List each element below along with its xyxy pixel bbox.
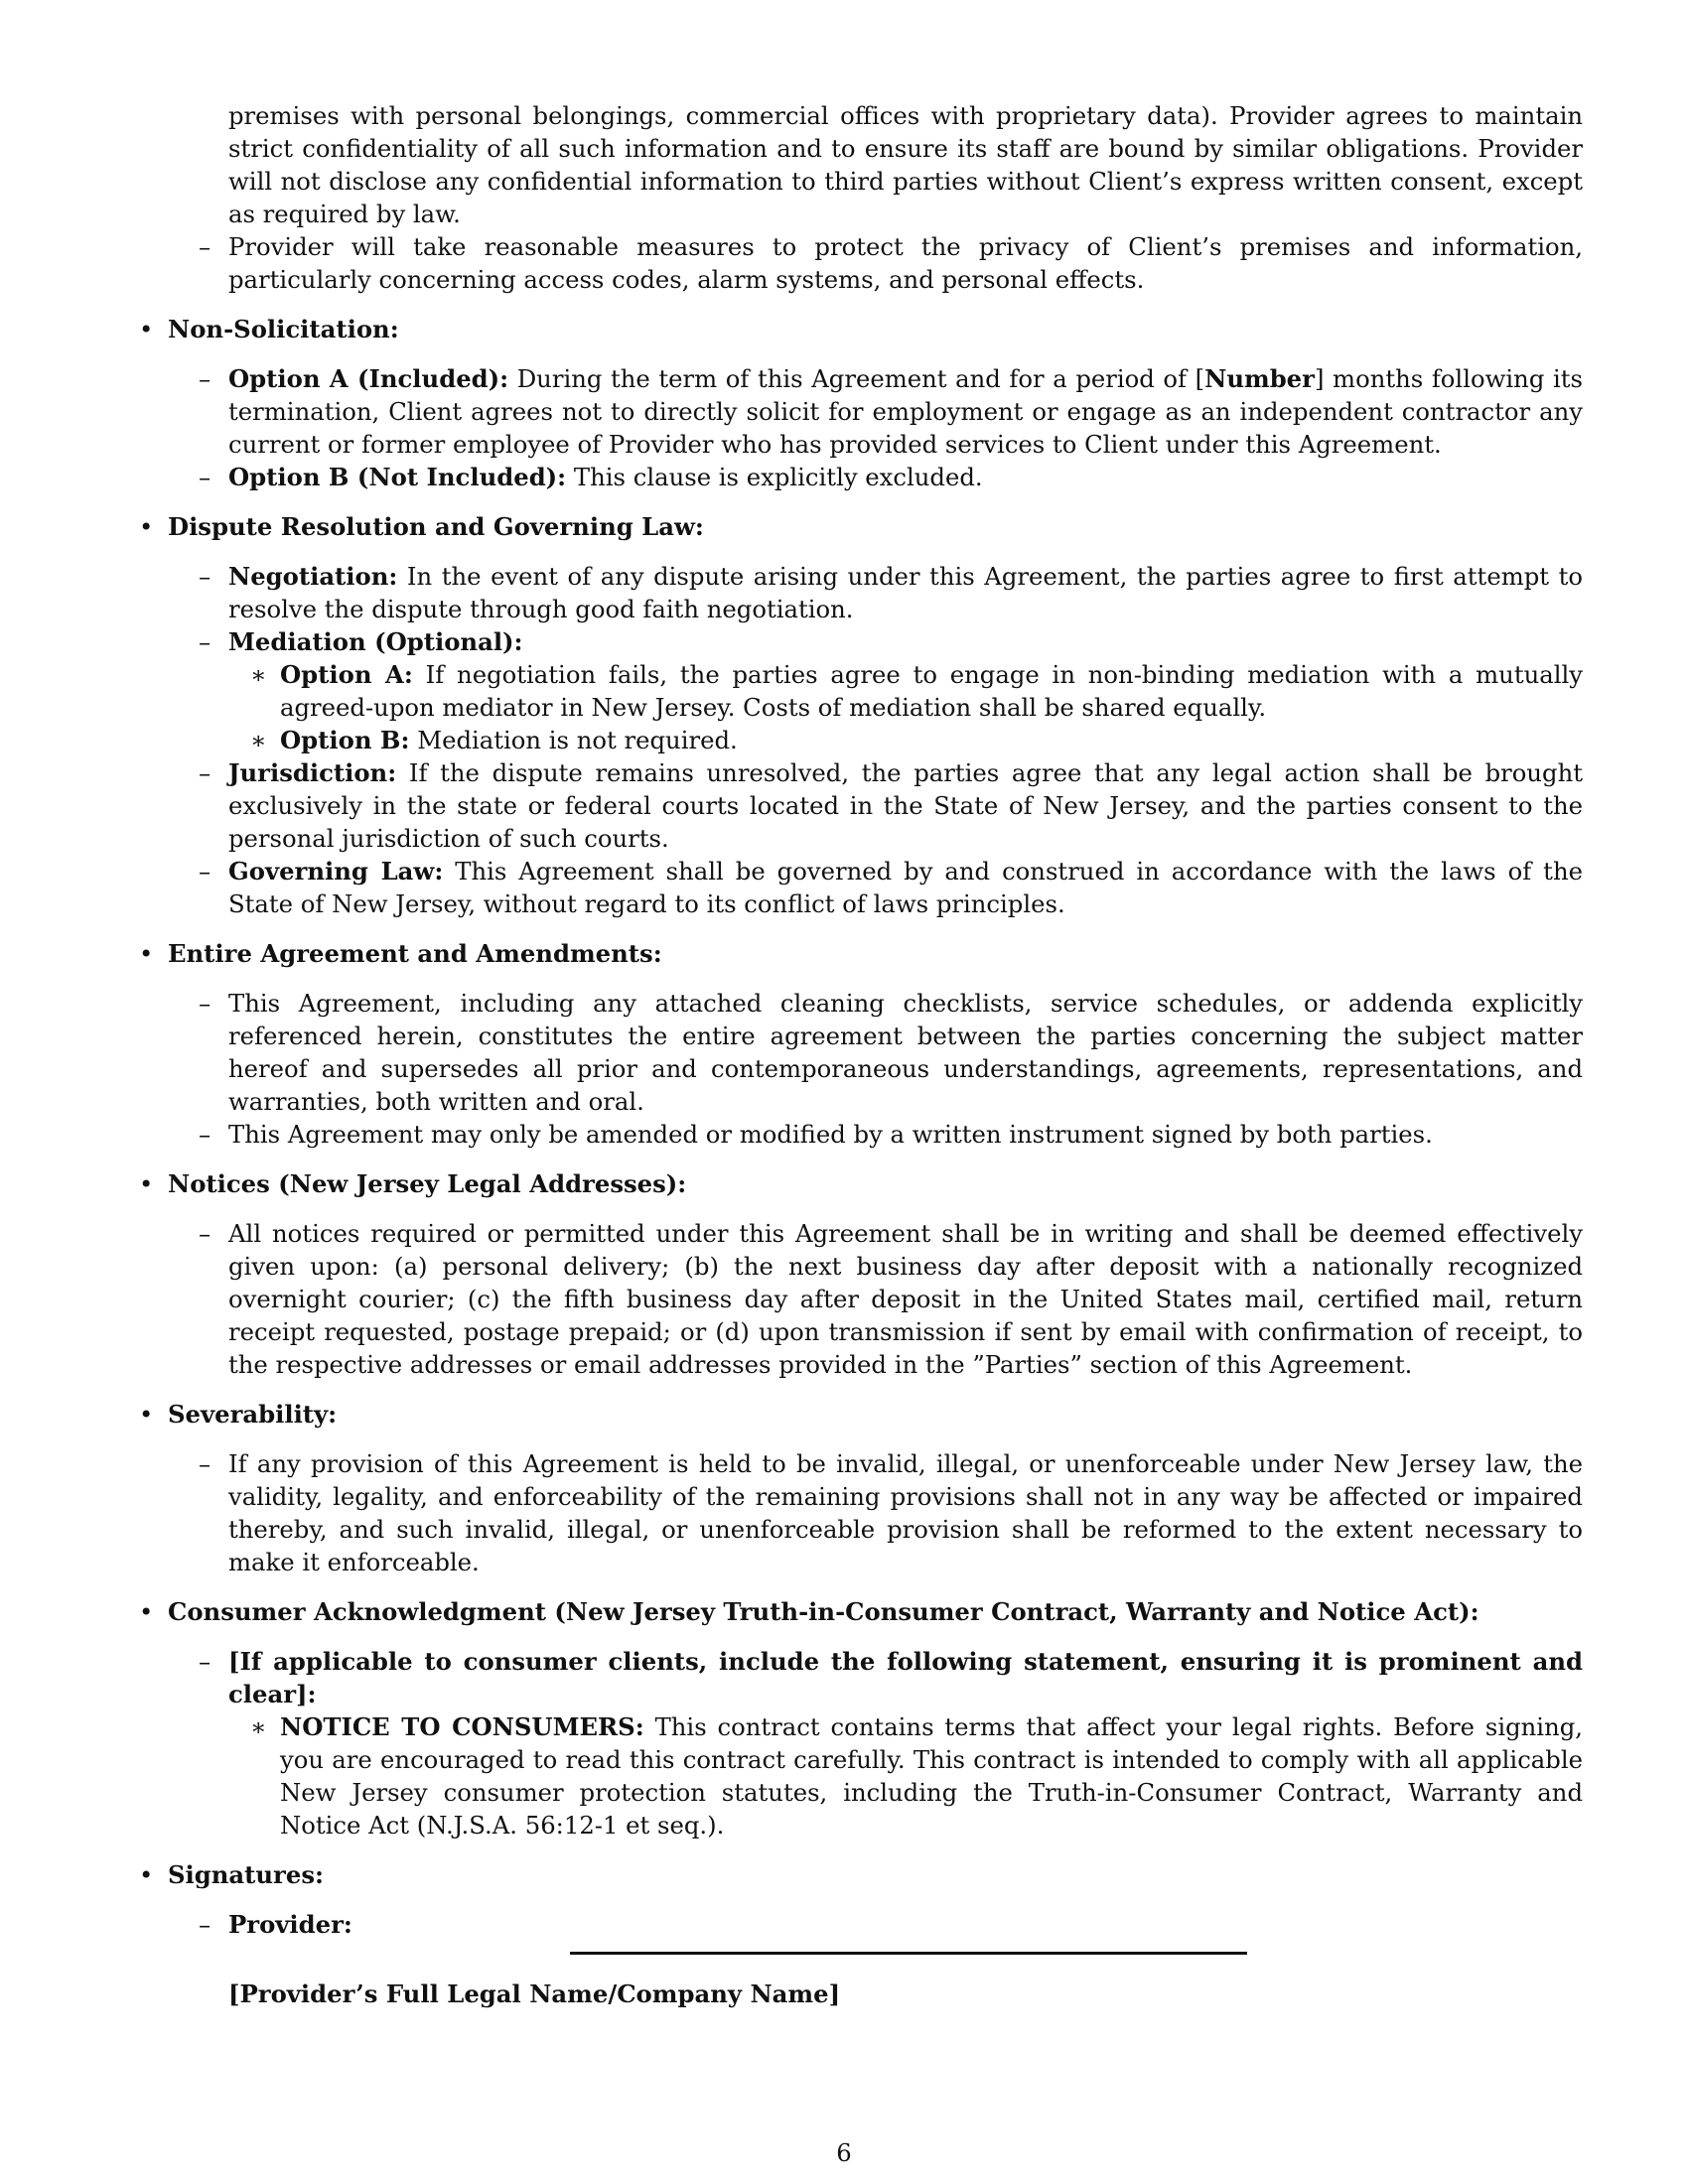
dash-marker: – <box>199 1910 211 1939</box>
provider-label: Provider: <box>228 1910 352 1939</box>
provider-item <box>0 1908 1688 1941</box>
notices-item-1 <box>0 1217 1688 1381</box>
bullet-marker: • <box>139 1860 154 1889</box>
page-number: 6 <box>836 2138 852 2167</box>
section-heading: Notices (New Jersey Legal Addresses): <box>168 1169 687 1198</box>
bullet-marker: • <box>139 939 154 968</box>
entire-item-2 <box>0 1118 1688 1151</box>
dash-marker: – <box>199 364 211 393</box>
governing-law-item <box>0 855 1688 920</box>
negotiation-item <box>0 560 1688 625</box>
notice-text: This contract contains terms that affect your legal rights. Before signing, you are encouraged to read this contract carefully. This contract is intended to comply with all applicable New Jersey consumer protection statutes, including the Truth-in-Consumer Contract, Warranty and Notice Act (N.J.S.A. 56:12-1 et seq.). <box>280 1712 1583 1840</box>
mediation-item <box>0 625 1688 658</box>
section-heading: Dispute Resolution and Governing Law: <box>168 512 704 541</box>
consumer-instruction: [If applicable to consumer clients, include the following statement, ensuring it is prominent and clear]: <box>228 1647 1583 1708</box>
mediation-label: Mediation (Optional): <box>228 627 523 656</box>
section-heading: Consumer Acknowledgment (New Jersey Truth-in-Consumer Contract, Warranty and Notice Act): <box>168 1597 1479 1626</box>
document-body <box>0 99 1688 1941</box>
section-consumer-acknowledgment <box>0 1595 1688 1628</box>
bullet-marker: • <box>139 315 154 343</box>
signature-line <box>570 1952 1247 1955</box>
star-marker: ∗ <box>250 1712 267 1741</box>
notice-label: NOTICE TO CONSUMERS: <box>280 1712 644 1741</box>
privacy-text: Provider will take reasonable measures to protect the privacy of Client’s premises and information, particularly concerning access codes, alarm systems, and personal effects. <box>228 232 1583 294</box>
dash-marker: – <box>199 562 211 591</box>
governing-law-label: Governing Law: <box>228 857 444 886</box>
dash-marker: – <box>199 627 211 656</box>
section-severability <box>0 1398 1688 1431</box>
section-notices <box>0 1167 1688 1200</box>
provider-name-placeholder: [Provider’s Full Legal Name/Company Name] <box>228 1979 841 2008</box>
dash-marker: – <box>199 857 211 886</box>
number-placeholder: Number <box>1204 364 1315 393</box>
section-heading: Entire Agreement and Amendments: <box>168 939 662 968</box>
section-entire-agreement <box>0 937 1688 970</box>
option-a-text: During the term of this Agreement and for a period of [ <box>516 364 1205 393</box>
consumer-instruction-item <box>0 1645 1688 1710</box>
option-b-label: Option B (Not Included): <box>228 463 567 491</box>
jurisdiction-item <box>0 756 1688 855</box>
dash-marker: – <box>199 1647 211 1676</box>
notices-text-1: All notices required or permitted under this Agreement shall be in writing and shall be deemed effectively given upon: (a) personal delivery; (b) the next business day after deposit with a nationally recognized overnight courier; (c) the fifth business day after deposit in the United States mail, certified mail, return receipt requested, postage prepaid; or (d) upon transmission if sent by email with confirmation of receipt, to the respective addresses or email addresses provided in the ”Parties” section of this Agreement. <box>228 1219 1583 1379</box>
dash-marker: – <box>199 989 211 1018</box>
option-a-label: Option A (Included): <box>228 364 509 393</box>
med-b-text: Mediation is not required. <box>417 726 738 754</box>
entire-item-1 <box>0 987 1688 1118</box>
severability-text-1: If any provision of this Agreement is held to be invalid, illegal, or unenforceable under New Jersey law, the validity, legality, and enforceability of the remaining provisions shall not in any way be affected or impaired thereby, and such invalid, illegal, or unenforceable provision shall be reformed to the extent necessary to make it enforceable. <box>228 1449 1583 1576</box>
med-a-label: Option A: <box>280 660 413 689</box>
section-non-solicitation <box>0 313 1688 345</box>
section-dispute-resolution <box>0 510 1688 543</box>
bullet-marker: • <box>139 1597 154 1626</box>
bullet-marker: • <box>139 1169 154 1198</box>
dash-marker: – <box>199 1219 211 1248</box>
dash-marker: – <box>199 232 211 261</box>
dash-marker: – <box>199 1120 211 1149</box>
option-b-item <box>0 461 1688 493</box>
option-a-text-cont: ] months following its termination, Client agrees not to directly solicit for employment or engage as an independent contractor any current or former employee of Provider who has provided services to Client under this Agreement. <box>228 364 1583 459</box>
option-a-item <box>0 362 1688 461</box>
jurisdiction-label: Jurisdiction: <box>228 758 397 787</box>
med-b-label: Option B: <box>280 726 410 754</box>
entire-text-2: This Agreement may only be amended or modified by a written instrument signed by both parties. <box>228 1120 1433 1149</box>
negotiation-label: Negotiation: <box>228 562 398 591</box>
jurisdiction-text: If the dispute remains unresolved, the parties agree that any legal action shall be brought exclusively in the state or federal courts located in the State of New Jersey, and the parties consent to the personal jurisdiction of such courts. <box>228 758 1583 853</box>
section-heading: Signatures: <box>168 1860 324 1889</box>
dash-marker: – <box>199 1449 211 1478</box>
dash-marker: – <box>199 463 211 491</box>
dash-marker: – <box>199 758 211 787</box>
section-heading: Severability: <box>168 1400 338 1429</box>
entire-text-1: This Agreement, including any attached cleaning checklists, service schedules, or addenda explicitly referenced herein, constitutes the entire agreement between the parties concerning the subject matter hereof and supersedes all prior and contemporaneous understandings, agreements, representations, and warranties, both written and oral. <box>228 989 1583 1116</box>
consumer-notice-item <box>0 1710 1688 1842</box>
confidentiality-continuation: premises with personal belongings, commercial offices with proprietary data). Provider agrees to maintain strict confidentiality of all such information and to ensure its staff are bound by similar obligations. Provider will not disclose any confidential information to third parties without Client’s express written consent, except as required by law. <box>228 101 1583 228</box>
privacy-item <box>0 230 1688 296</box>
governing-law-text: This Agreement shall be governed by and construed in accordance with the laws of the State of New Jersey, without regard to its conflict of laws principles. <box>228 857 1583 918</box>
section-signatures <box>0 1858 1688 1891</box>
section-heading: Non-Solicitation: <box>168 315 399 343</box>
mediation-option-b <box>0 724 1688 756</box>
bullet-marker: • <box>139 512 154 541</box>
option-b-text: This clause is explicitly excluded. <box>573 463 983 491</box>
bullet-marker: • <box>139 1400 154 1429</box>
severability-item-1 <box>0 1447 1688 1578</box>
med-a-text: If negotiation fails, the parties agree to engage in non-binding mediation with a mutually agreed-upon mediator in New Jersey. Costs of mediation shall be shared equally. <box>280 660 1583 722</box>
negotiation-text: In the event of any dispute arising under this Agreement, the parties agree to first attempt to resolve the dispute through good faith negotiation. <box>228 562 1583 623</box>
mediation-option-a <box>0 658 1688 724</box>
star-marker: ∗ <box>250 726 267 754</box>
star-marker: ∗ <box>250 660 267 689</box>
